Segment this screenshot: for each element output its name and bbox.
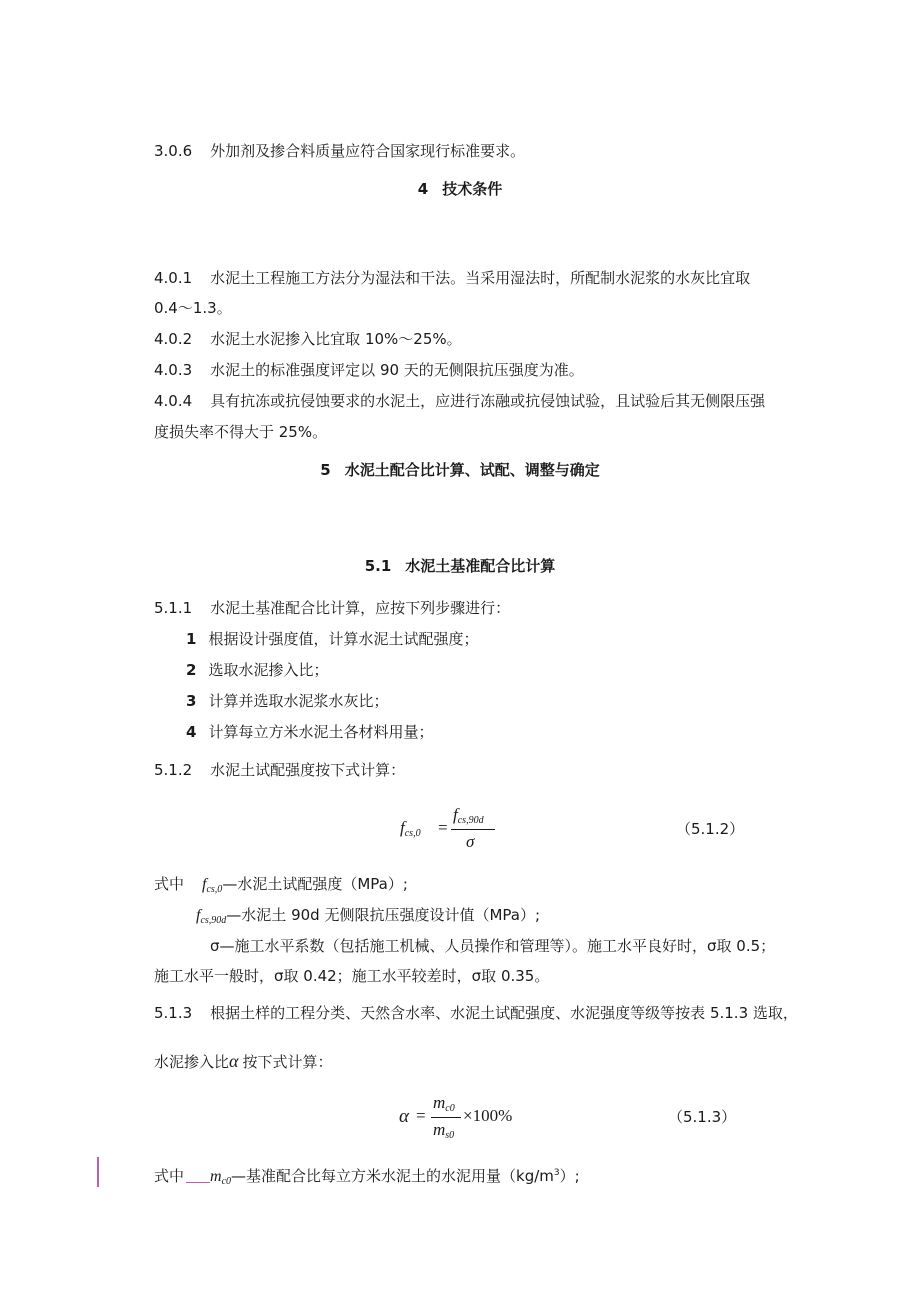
clause-text: 水泥土基准配合比计算，应按下列步骤进行： (210, 599, 511, 617)
clause-number: 5.1.3 (154, 1004, 193, 1022)
clause-number: 4.0.1 (154, 269, 193, 287)
heading-section-5-1 (0, 554, 920, 578)
underline-mark (186, 1168, 210, 1183)
clause-text: 水泥土试配强度按下式计算： (210, 761, 406, 779)
unit-superscript: 3 (553, 1168, 560, 1178)
clause-number: 5.1.1 (154, 599, 193, 617)
formula-equals: = (438, 818, 448, 837)
symbol: f (196, 907, 201, 924)
where-prefix: 式中 (154, 875, 185, 893)
heading-number: 5 (320, 461, 331, 479)
step-item (186, 627, 478, 651)
step-text: 根据设计强度值，计算水泥土试配强度； (208, 630, 479, 648)
clause-text: 水泥土工程施工方法分为湿法和干法。当采用湿法时，所配制水泥浆的水灰比宜取 (210, 269, 751, 287)
where-prefix: 式中 (154, 1167, 185, 1185)
equation-number: （5.1.2） (676, 820, 745, 838)
clause-number: 5.1.2 (154, 761, 193, 779)
clause-text: 水泥土水泥掺入比宜取 10%～25%。 (210, 330, 462, 348)
step-number: 3 (186, 692, 197, 710)
where-line-2 (196, 903, 540, 933)
step-number: 1 (186, 630, 197, 648)
heading-number: 4 (417, 180, 429, 198)
clause-text: 按下式计算： (242, 1053, 333, 1071)
clause-5-1-3 (154, 1001, 798, 1025)
clause-5-1-1 (154, 596, 510, 620)
clause-4-0-2 (154, 327, 462, 351)
where-line-4 (154, 1164, 580, 1194)
heading-title: 水泥土配合比计算、试配、调整与确定 (344, 461, 600, 479)
heading-chapter-5 (0, 458, 920, 482)
revision-margin-bar (97, 1157, 99, 1187)
clause-4-0-1-cont (154, 296, 232, 320)
clause-4-0-4-cont (154, 420, 327, 444)
formula-denominator (466, 832, 474, 852)
clause-text: 水泥土的标准强度评定以 90 天的无侧限抗压强度为准。 (210, 361, 584, 379)
heading-title: 技术条件 (442, 180, 503, 198)
clause-text: 根据土样的工程分类、天然含水率、水泥土试配强度、水泥强度等级等按表 5.1.3 选取， (210, 1004, 798, 1022)
formula-lhs-symbol: α (399, 1106, 409, 1127)
symbol-alpha: α (229, 1051, 239, 1071)
definition-text: ）; (559, 1167, 580, 1185)
clause-text: 外加剂及掺合料质量应符合国家现行标准要求。 (210, 142, 526, 160)
formula-lhs-symbol: f (400, 818, 405, 837)
where-line-1 (154, 872, 408, 902)
formula-multiplier: ×100% (463, 1106, 513, 1125)
formula-denominator-symbol: m (433, 1120, 446, 1139)
symbol-subscript: cs,0 (206, 884, 223, 895)
symbol: f (202, 876, 207, 893)
step-number: 2 (186, 661, 197, 679)
step-text: 计算并选取水泥浆水灰比； (208, 692, 389, 710)
clause-text: 0.4～1.3。 (154, 299, 232, 317)
step-item (186, 689, 388, 713)
clause-text: 度损失率不得大于 25%。 (154, 423, 328, 441)
step-text: 计算每立方米水泥土各材料用量； (208, 723, 434, 741)
formula-equals: = (416, 1106, 426, 1125)
heading-chapter-4 (0, 177, 920, 201)
clause-5-1-2 (154, 758, 405, 782)
clause-3-0-6 (154, 139, 525, 163)
definition-text: σ—施工水平系数（包括施工机械、人员操作和管理等）。施工水平良好时，σ取 0.5； (210, 937, 776, 955)
formula-numerator-subscript: c0 (445, 1103, 455, 1114)
where-line-3-cont (154, 964, 549, 988)
formula-numerator (433, 1093, 455, 1114)
definition-text: —水泥土 90d 无侧限抗压强度设计值（MPa）; (226, 906, 541, 924)
formula-numerator-subscript: cs,90d (457, 815, 484, 826)
formula-lhs (399, 1106, 409, 1128)
clause-4-0-1 (154, 266, 750, 290)
clause-number: 4.0.2 (154, 330, 193, 348)
equation-number: （5.1.3） (668, 1108, 737, 1126)
heading-title: 水泥土基准配合比计算 (405, 557, 556, 575)
clause-number: 3.0.6 (154, 142, 193, 160)
formula-denominator (433, 1120, 454, 1141)
formula-numerator (453, 805, 484, 826)
formula-denominator-subscript: s0 (445, 1130, 455, 1141)
formula-denominator-symbol: σ (466, 832, 475, 851)
definition-text: —水泥土试配强度（MPa）; (222, 875, 408, 893)
symbol-subscript: c0 (221, 1176, 232, 1187)
clause-text: 水泥掺入比 (154, 1053, 230, 1071)
step-number: 4 (186, 723, 197, 741)
symbol-subscript: cs,90d (200, 915, 227, 926)
definition-text: —基准配合比每立方米水泥土的水泥用量（kg/m (231, 1167, 554, 1185)
clause-4-0-4 (154, 389, 765, 413)
formula-numerator-symbol: m (433, 1093, 446, 1112)
where-line-3 (210, 934, 775, 958)
step-item (186, 658, 328, 682)
formula-lhs (400, 818, 421, 839)
clause-number: 4.0.4 (154, 392, 193, 410)
symbol: m (210, 1168, 222, 1185)
formula-lhs-subscript: cs,0 (404, 828, 421, 839)
clause-4-0-3 (154, 358, 584, 382)
clause-number: 4.0.3 (154, 361, 193, 379)
heading-number: 5.1 (364, 557, 392, 575)
fraction-bar (451, 829, 495, 830)
fraction-bar (431, 1117, 461, 1118)
formula-numerator-symbol: f (453, 805, 458, 824)
clause-5-1-3-cont (154, 1049, 332, 1074)
definition-text: 施工水平一般时，σ取 0.42；施工水平较差时，σ取 0.35。 (154, 967, 550, 985)
clause-text: 具有抗冻或抗侵蚀要求的水泥土，应进行冻融或抗侵蚀试验，且试验后其无侧限压强 (210, 392, 766, 410)
step-item (186, 720, 433, 744)
step-text: 选取水泥掺入比； (208, 661, 329, 679)
